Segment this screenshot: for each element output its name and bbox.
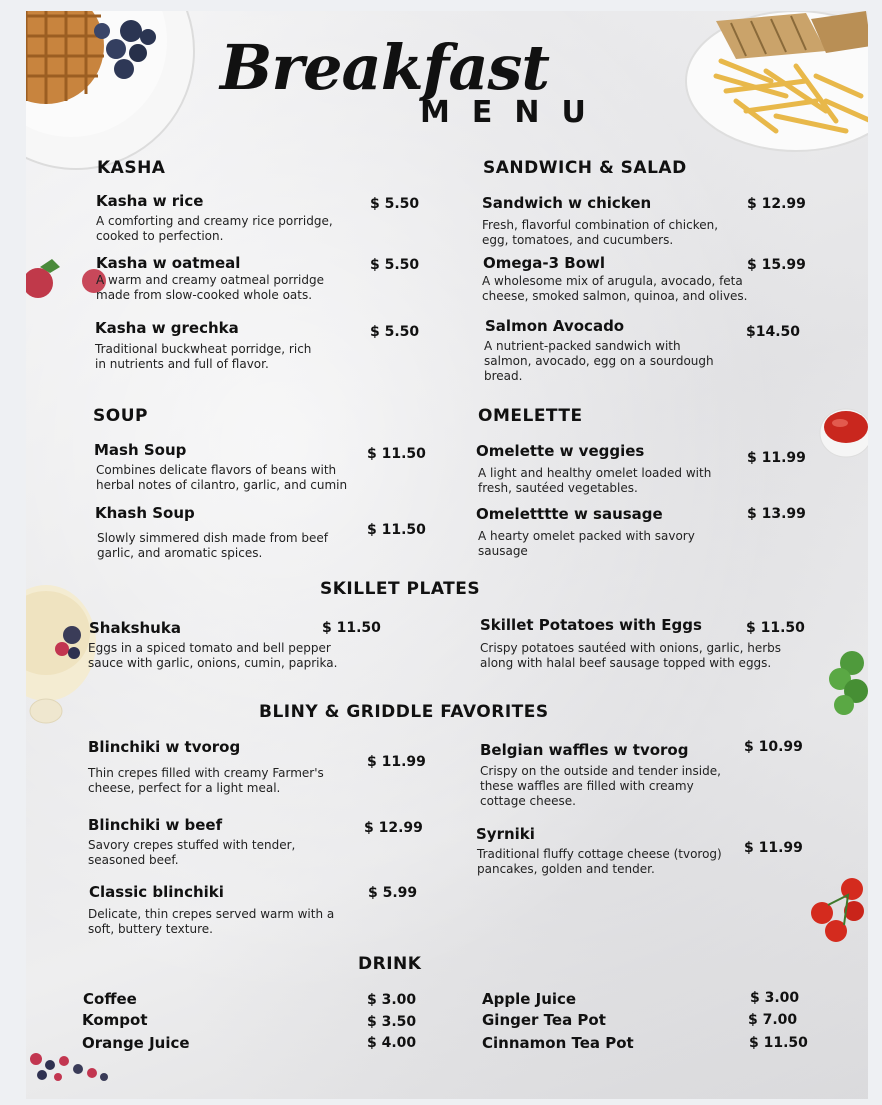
section-title-drink: DRINK bbox=[358, 954, 422, 974]
item-desc: fresh, sautéed vegetables. bbox=[478, 481, 638, 495]
drink-price: $ 7.00 bbox=[748, 1012, 798, 1028]
drink-price: $ 3.00 bbox=[750, 990, 800, 1006]
drink-price: $ 3.00 bbox=[367, 992, 417, 1008]
drink-price: $ 4.00 bbox=[367, 1035, 417, 1051]
item-price: $ 11.50 bbox=[322, 620, 381, 636]
item-name: Syrniki bbox=[476, 825, 535, 843]
drink-name: Kompot bbox=[82, 1011, 148, 1029]
item-desc: A hearty omelet packed with savory bbox=[478, 529, 695, 543]
section-title-bliny: BLINY & GRIDDLE FAVORITES bbox=[259, 702, 549, 722]
item-desc: sausage bbox=[478, 544, 528, 558]
item-price: $ 10.99 bbox=[744, 739, 803, 755]
item-name: Kasha w rice bbox=[96, 192, 204, 210]
drink-price: $ 11.50 bbox=[749, 1035, 808, 1051]
sandwich-fries-plate-icon bbox=[676, 11, 868, 151]
item-price: $ 11.99 bbox=[744, 840, 803, 856]
item-price: $ 5.99 bbox=[368, 885, 418, 901]
section-title-omelette: OMELETTE bbox=[478, 406, 583, 426]
item-desc: cheese, smoked salmon, quinoa, and olives. bbox=[482, 289, 748, 303]
item-desc: Combines delicate flavors of beans with bbox=[96, 463, 337, 477]
item-desc: Crispy on the outside and tender inside, bbox=[480, 764, 721, 778]
title-script: Breakfast bbox=[220, 31, 550, 104]
item-desc: Thin crepes filled with creamy Farmer's bbox=[88, 766, 324, 780]
item-name: Kasha w oatmeal bbox=[96, 254, 241, 272]
menu-page bbox=[26, 11, 868, 1099]
drink-name: Coffee bbox=[83, 990, 137, 1008]
item-price: $ 11.99 bbox=[367, 754, 426, 770]
item-desc: garlic, and aromatic spices. bbox=[97, 546, 263, 560]
item-name: Mash Soup bbox=[94, 441, 187, 459]
item-name: Omelette w veggies bbox=[476, 442, 645, 460]
item-price: $ 12.99 bbox=[747, 196, 806, 212]
item-desc: A comforting and creamy rice porridge, bbox=[96, 214, 333, 228]
item-desc: egg, tomatoes, and cucumbers. bbox=[482, 233, 674, 247]
item-price: $14.50 bbox=[746, 324, 801, 340]
parsley-icon bbox=[822, 643, 868, 723]
item-desc: soft, buttery texture. bbox=[88, 922, 213, 936]
item-name: Omega-3 Bowl bbox=[483, 254, 606, 272]
item-name: Kasha w grechka bbox=[95, 319, 239, 337]
item-desc: A warm and creamy oatmeal porridge bbox=[96, 273, 324, 287]
item-desc: A light and healthy omelet loaded with bbox=[478, 466, 712, 480]
item-price: $ 5.50 bbox=[370, 257, 420, 273]
waffle-plate-icon bbox=[26, 11, 196, 171]
item-desc: herbal notes of cilantro, garlic, and cumin bbox=[96, 478, 348, 492]
item-desc: sauce with garlic, onions, cumin, paprika. bbox=[88, 656, 338, 670]
item-desc: along with halal beef sausage topped with eggs. bbox=[480, 656, 772, 670]
section-title-soup: SOUP bbox=[93, 406, 148, 426]
item-name: Salmon Avocado bbox=[485, 317, 625, 335]
item-desc: made from slow-cooked whole oats. bbox=[96, 288, 313, 302]
item-desc: pancakes, golden and tender. bbox=[477, 862, 655, 876]
title-menu: MENU bbox=[420, 95, 608, 130]
drink-price: $ 3.50 bbox=[367, 1014, 417, 1030]
item-price: $ 11.50 bbox=[367, 446, 426, 462]
item-desc: Traditional buckwheat porridge, rich bbox=[95, 342, 312, 356]
item-name: Omeletttte w sausage bbox=[476, 505, 663, 523]
item-desc: in nutrients and full of flavor. bbox=[95, 357, 269, 371]
item-name: Sandwich w chicken bbox=[482, 194, 652, 212]
section-title-skillet: SKILLET PLATES bbox=[320, 579, 481, 599]
ketchup-bowl-icon bbox=[820, 403, 868, 463]
item-price: $ 11.99 bbox=[747, 450, 806, 466]
item-price: $ 13.99 bbox=[747, 506, 806, 522]
drink-name: Apple Juice bbox=[482, 990, 577, 1008]
drink-name: Orange Juice bbox=[82, 1034, 190, 1052]
item-name: Skillet Potatoes with Eggs bbox=[480, 616, 702, 634]
item-desc: A nutrient-packed sandwich with bbox=[484, 339, 681, 353]
item-desc: cottage cheese. bbox=[480, 794, 576, 808]
item-desc: these waffles are filled with creamy bbox=[480, 779, 694, 793]
item-desc: seasoned beef. bbox=[88, 853, 179, 867]
item-desc: Slowly simmered dish made from beef bbox=[97, 531, 329, 545]
drink-name: Ginger Tea Pot bbox=[482, 1011, 606, 1029]
section-title-sandwich: SANDWICH & SALAD bbox=[483, 158, 687, 178]
item-price: $ 11.50 bbox=[367, 522, 426, 538]
item-name: Shakshuka bbox=[89, 619, 181, 637]
item-name: Khash Soup bbox=[95, 504, 195, 522]
item-name: Blinchiki w tvorog bbox=[88, 738, 241, 756]
item-desc: Traditional fluffy cottage cheese (tvorog) bbox=[477, 847, 722, 861]
item-desc: cooked to perfection. bbox=[96, 229, 224, 243]
item-desc: Eggs in a spiced tomato and bell pepper bbox=[88, 641, 331, 655]
item-price: $ 12.99 bbox=[364, 820, 423, 836]
item-desc: Crispy potatoes sautéed with onions, garlic, herbs bbox=[480, 641, 782, 655]
item-desc: Savory crepes stuffed with tender, bbox=[88, 838, 296, 852]
item-name: Classic blinchiki bbox=[89, 883, 224, 901]
item-desc: A wholesome mix of arugula, avocado, feta bbox=[482, 274, 743, 288]
section-title-kasha: KASHA bbox=[97, 158, 166, 178]
item-desc: bread. bbox=[484, 369, 523, 383]
item-desc: Delicate, thin crepes served warm with a bbox=[88, 907, 335, 921]
item-price: $ 11.50 bbox=[746, 620, 805, 636]
item-name: Blinchiki w beef bbox=[88, 816, 223, 834]
item-name: Belgian waffles w tvorog bbox=[480, 741, 689, 759]
item-price: $ 5.50 bbox=[370, 196, 420, 212]
item-desc: Fresh, flavorful combination of chicken, bbox=[482, 218, 719, 232]
item-desc: salmon, avocado, egg on a sourdough bbox=[484, 354, 714, 368]
item-price: $ 15.99 bbox=[747, 257, 806, 273]
drink-name: Cinnamon Tea Pot bbox=[482, 1034, 634, 1052]
item-desc: cheese, perfect for a light meal. bbox=[88, 781, 281, 795]
cherry-tomatoes-icon bbox=[808, 875, 868, 945]
item-price: $ 5.50 bbox=[370, 324, 420, 340]
